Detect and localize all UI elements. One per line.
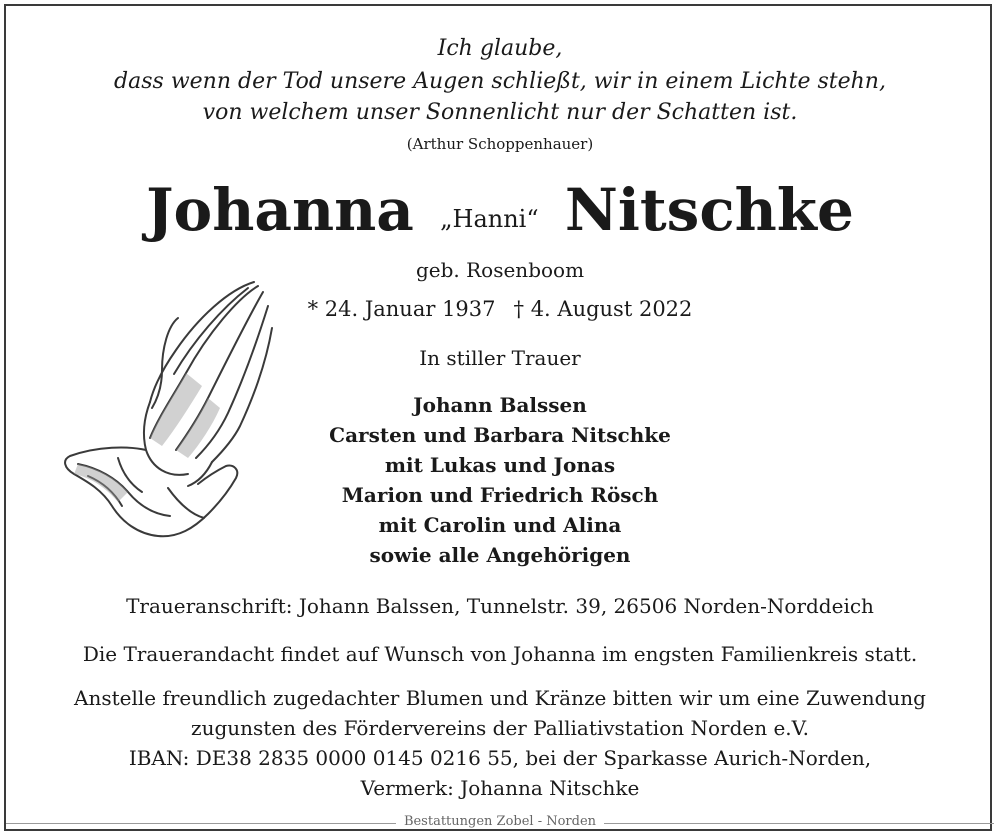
mourning-address: Traueranschrift: Johann Balssen, Tunnelstr. 39, 26506 Norden-Norddeich [126, 594, 874, 618]
birth-date: * 24. Januar 1937 [307, 297, 496, 321]
mourner-line: Johann Balssen [413, 393, 587, 417]
mourner-line: sowie alle Angehörigen [369, 543, 631, 567]
maiden-name: geb. Rosenboom [415, 258, 585, 282]
donation-note: Vermerk: Johanna Nitschke [360, 776, 640, 800]
mourner-line: mit Lukas und Jonas [384, 453, 616, 477]
mourner-line: Marion und Friedrich Rösch [341, 483, 659, 507]
mourner-line: Carsten und Barbara Nitschke [329, 423, 671, 447]
quote-line-3: von welchem unser Sonnenlicht nur der Schatten ist. [202, 100, 798, 125]
quote-author: (Arthur Schoppenhauer) [406, 135, 594, 153]
footer [0, 813, 1000, 833]
service-notice: Die Trauerandacht findet auf Wunsch von Johanna im engsten Familienkreis statt. [82, 642, 918, 666]
donation-line-1: Anstelle freundlich zugedachter Blumen und Kränze bitten wir um eine Zuwendung [74, 686, 926, 710]
mourner-line: mit Carolin und Alina [378, 513, 622, 537]
praying-hands-icon [58, 278, 278, 540]
last-name: Nitschke [564, 176, 854, 244]
undertaker-credit: Bestattungen Zobel - Norden [396, 814, 604, 829]
death-date: † 4. August 2022 [513, 297, 693, 321]
nickname: „Hanni“ [440, 205, 539, 233]
first-name: Johanna [146, 176, 414, 244]
mourning-intro: In stiller Trauer [419, 346, 581, 370]
quote-line-2: dass wenn der Tod unsere Augen schließt, wir in einem Lichte stehn, [114, 69, 886, 94]
quote-line-1: Ich glaube, [437, 36, 563, 61]
deceased-name [0, 176, 1000, 244]
iban-line: IBAN: DE38 2835 0000 0145 0216 55, bei der Sparkasse Aurich-Norden, [128, 746, 872, 770]
donation-line-2: zugunsten des Fördervereins der Palliativstation Norden e.V. [191, 716, 809, 740]
